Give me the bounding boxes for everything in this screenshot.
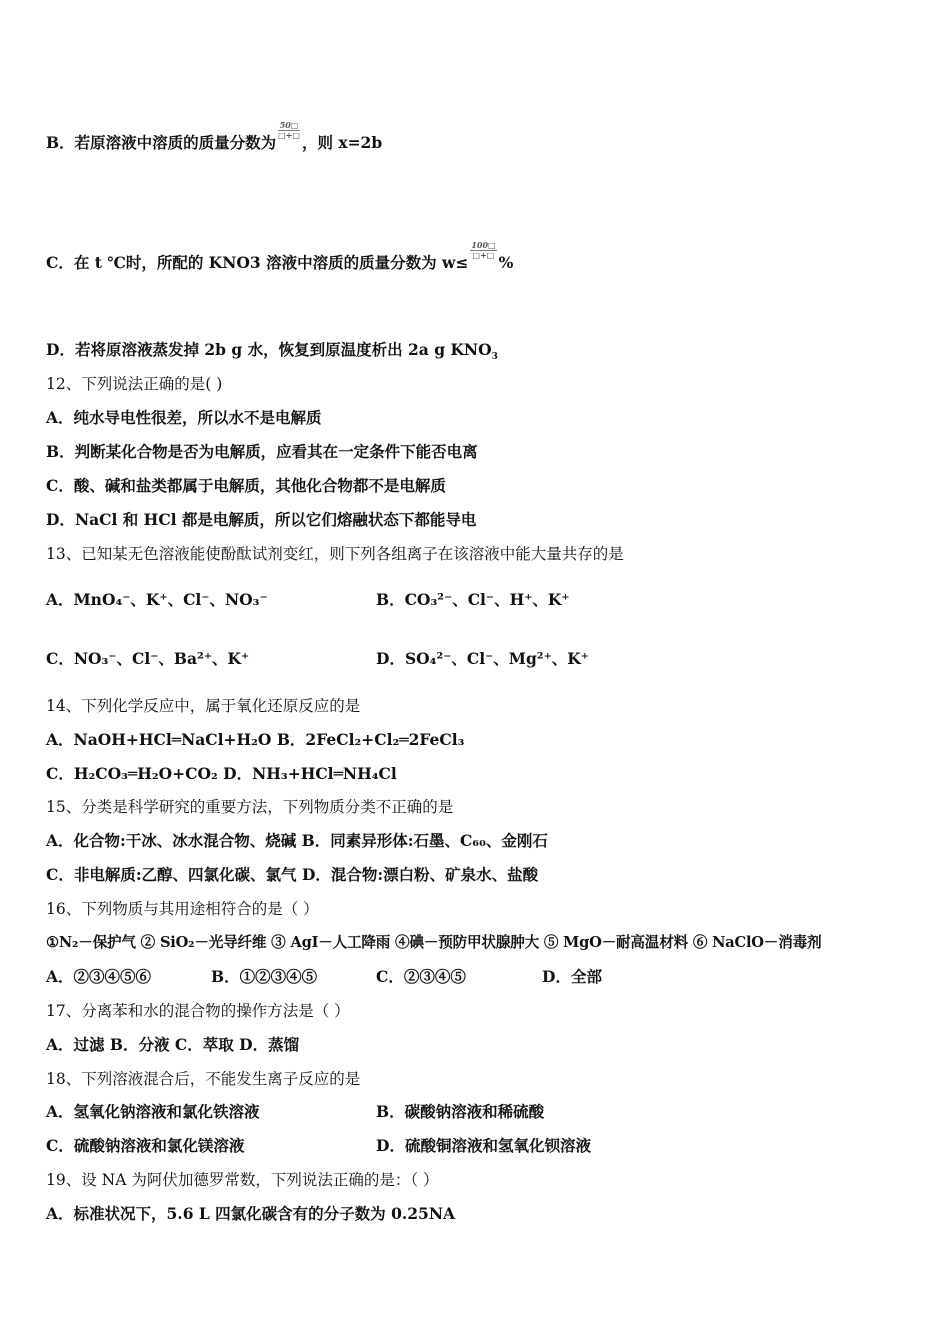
q13-stem: 13、已知某无色溶液能使酚酞试剂变红，则下列各组离子在该溶液中能大量共存的是: [46, 545, 624, 563]
fraction-numerator: 50□: [279, 119, 299, 130]
q12-option-b: B．判断某化合物是否为电解质，应看其在一定条件下能否电离: [46, 442, 478, 461]
q15-stem: 15、分类是科学研究的重要方法，下列物质分类不正确的是: [46, 798, 454, 816]
q11-option-b-tail: ，则 x=2b: [301, 133, 383, 152]
q11-option-c-text: C．在 t ℃时，所配的 KNO3 溶液中溶质的质量分数为 w≤: [46, 253, 469, 272]
q11-option-b-text: B．若原溶液中溶质的质量分数为: [46, 133, 277, 152]
q11-option-c-tail: %: [498, 253, 514, 272]
q11-option-d: [46, 340, 498, 367]
q13-option-d: D．SO₄²⁻、Cl⁻、Mg²⁺、K⁺: [376, 649, 589, 668]
q16-option-c: C．②③④⑤: [376, 967, 466, 986]
q13-option-b: B．CO₃²⁻、Cl⁻、H⁺、K⁺: [376, 590, 570, 609]
q16-items: ①N₂－保护气 ② SiO₂－光导纤维 ③ AgI－人工降雨 ④碘－预防甲状腺肿大 ⑤ MgO－耐高温材料 ⑥ NaClO－消毒剂: [46, 934, 822, 951]
q17-stem: 17、分离苯和水的混合物的操作方法是（ ）: [46, 1002, 350, 1020]
q18-option-a: A．氢氧化钠溶液和氯化铁溶液: [46, 1102, 260, 1121]
q16-option-b: B．①②③④⑤: [211, 967, 318, 986]
q11-option-c: [46, 239, 514, 274]
q16-option-d: D．全部: [542, 967, 602, 986]
q11-option-b-fraction: [278, 121, 300, 140]
fraction-numerator: 100□: [471, 239, 496, 250]
q12-option-a: A．纯水导电性很差，所以水不是电解质: [46, 408, 322, 427]
q17-options: A．过滤 B．分液 C．萃取 D．蒸馏: [46, 1035, 300, 1054]
q15-options-ab: A．化合物:干冰、冰水混合物、烧碱 B．同素异形体:石墨、C₆₀、金刚石: [46, 831, 548, 850]
q14-options-cd: C．H₂CO₃═H₂O+CO₂ D．NH₃+HCl═NH₄Cl: [46, 764, 397, 783]
q15-options-cd: C．非电解质:乙醇、四氯化碳、氯气 D．混合物:漂白粉、矿泉水、盐酸: [46, 865, 539, 884]
q13-option-c: C．NO₃⁻、Cl⁻、Ba²⁺、K⁺: [46, 649, 250, 668]
q12-stem: 12、下列说法正确的是( ): [46, 375, 223, 393]
q14-stem: 14、下列化学反应中，属于氧化还原反应的是: [46, 697, 361, 715]
fraction-denominator: □+□: [278, 129, 300, 140]
q18-option-b: B．碳酸钠溶液和稀硫酸: [376, 1102, 545, 1121]
fraction-denominator: □+□: [472, 249, 495, 260]
q18-option-c: C．硫酸钠溶液和氯化镁溶液: [46, 1136, 245, 1155]
q18-stem: 18、下列溶液混合后，不能发生离子反应的是: [46, 1070, 361, 1088]
q14-options-ab: A．NaOH+HCl═NaCl+H₂O B．2FeCl₂+Cl₂═2FeCl₃: [46, 730, 465, 749]
q12-option-c: C．酸、碱和盐类都属于电解质，其他化合物都不是电解质: [46, 476, 446, 495]
q11-option-c-fraction: [470, 241, 496, 260]
q12-option-d: D．NaCl 和 HCl 都是电解质，所以它们熔融状态下都能导电: [46, 510, 477, 529]
q11-option-b: [46, 119, 383, 154]
q19-option-a: A．标准状况下，5.6 L 四氯化碳含有的分子数为 0.25NA: [46, 1204, 456, 1223]
q16-option-a: A．②③④⑤⑥: [46, 967, 152, 986]
q16-stem: 16、下列物质与其用途相符合的是（ ）: [46, 900, 319, 918]
q13-option-a: A．MnO₄⁻、K⁺、Cl⁻、NO₃⁻: [46, 590, 268, 609]
q18-option-d: D．硫酸铜溶液和氢氧化钡溶液: [376, 1136, 591, 1155]
q11-option-d-subscript: 3: [491, 352, 498, 363]
q11-option-d-text: D．若将原溶液蒸发掉 2b g 水，恢复到原温度析出 2a g KNO: [46, 340, 492, 359]
q19-stem: 19、设 NA 为阿伏加德罗常数，下列说法正确的是：（ ）: [46, 1171, 439, 1189]
